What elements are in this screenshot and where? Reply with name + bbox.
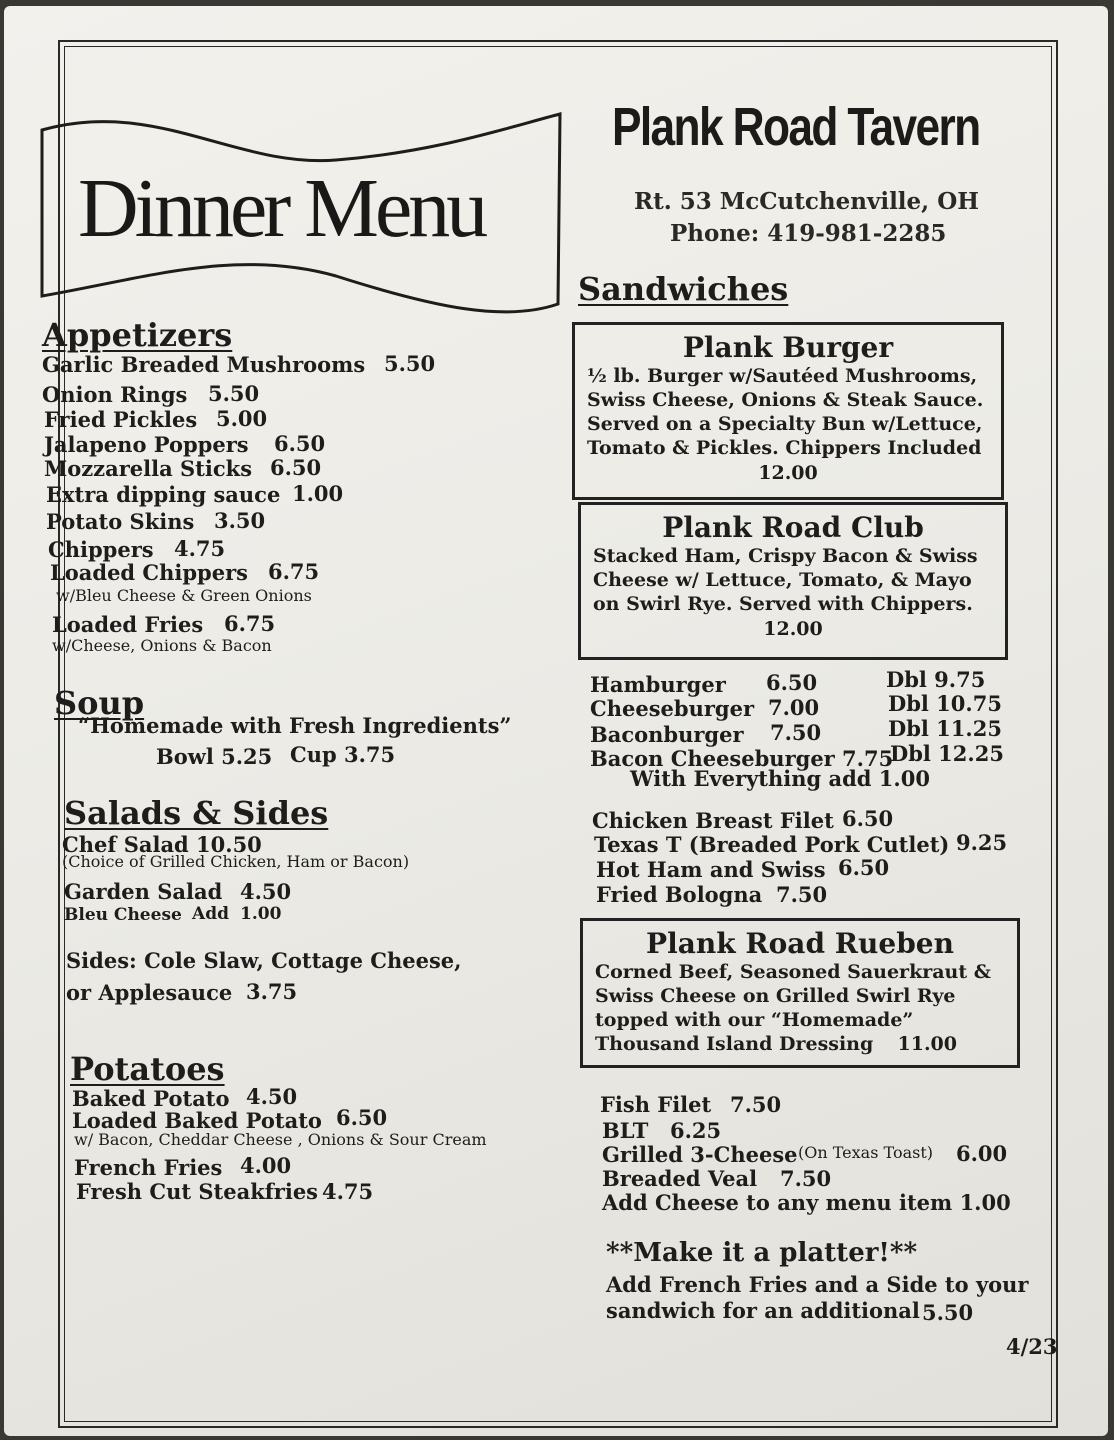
- loaded-baked-potato-note: w/ Bacon, Cheddar Cheese , Onions & Sour Cream: [74, 1130, 487, 1149]
- platter-title: **Make it a platter!**: [606, 1238, 918, 1268]
- rueben-line: topped with our “Homemade”: [595, 1009, 914, 1031]
- appetizer-name: Extra dipping sauce: [46, 482, 281, 507]
- bleu-cheese-add: Add: [192, 904, 229, 924]
- appetizer-name: Garlic Breaded Mushrooms: [42, 352, 366, 377]
- garden-salad: Garden Salad: [64, 879, 223, 904]
- rueben-price: 11.00: [897, 1033, 957, 1055]
- blt-price: 6.25: [670, 1118, 722, 1143]
- soup-heading: Soup: [54, 684, 145, 722]
- grilled-3-cheese: Grilled 3-Cheese: [602, 1142, 798, 1167]
- plank-club-box: [578, 502, 1008, 660]
- salads-heading: Salads & Sides: [64, 794, 329, 832]
- loaded-baked-potato: Loaded Baked Potato: [72, 1108, 322, 1133]
- appetizer-price: 1.00: [292, 481, 344, 506]
- appetizer-note: w/Cheese, Onions & Bacon: [52, 636, 272, 655]
- fish-filet: Fish Filet: [600, 1092, 712, 1117]
- with-everything: With Everything add 1.00: [630, 766, 930, 791]
- bleu-cheese-price: 1.00: [240, 904, 282, 924]
- add-cheese: Add Cheese to any menu item 1.00: [602, 1190, 1011, 1215]
- restaurant-address: Rt. 53 McCutchenville, OH: [634, 188, 979, 215]
- sandwiches-heading: Sandwiches: [578, 270, 789, 308]
- plank-club-price: 12.00: [763, 618, 823, 640]
- burger-price: 6.50: [766, 670, 818, 695]
- soup-cup: Cup 3.75: [290, 742, 396, 767]
- sides-line-2: or Applesauce: [66, 980, 233, 1005]
- plank-burger-title: Plank Burger: [682, 331, 894, 364]
- fried-bologna-price: 7.50: [776, 882, 828, 907]
- hot-ham-swiss: Hot Ham and Swiss: [596, 857, 826, 882]
- burger-dbl: Dbl 9.75: [886, 667, 986, 692]
- burger-price: 7.50: [770, 720, 822, 745]
- date-code: 4/23: [1006, 1334, 1058, 1359]
- burger-dbl: Dbl 10.75: [888, 691, 1002, 716]
- plank-burger-box: [572, 322, 1004, 500]
- rueben-title: Plank Road Rueben: [646, 927, 954, 960]
- appetizer-name: Mozzarella Sticks: [44, 456, 253, 481]
- appetizer-name: Loaded Fries: [52, 612, 204, 637]
- texas-t-price: 9.25: [956, 830, 1008, 855]
- appetizer-price: 6.75: [224, 611, 276, 636]
- plank-burger-line: Swiss Cheese, Onions & Steak Sauce.: [587, 389, 984, 411]
- fresh-cut-steakfries: Fresh Cut Steakfries: [76, 1179, 319, 1204]
- plank-club-line: Stacked Ham, Crispy Bacon & Swiss: [593, 545, 978, 567]
- plank-burger-line: Served on a Specialty Bun w/Lettuce,: [587, 413, 983, 435]
- chef-salad-note: (Choice of Grilled Chicken, Ham or Bacon): [62, 852, 410, 871]
- sides-price: 3.75: [246, 979, 298, 1004]
- appetizers-heading: Appetizers: [42, 316, 233, 354]
- plank-club-line: on Swirl Rye. Served with Chippers.: [593, 593, 973, 615]
- french-fries-price: 4.00: [240, 1153, 292, 1178]
- baked-potato: Baked Potato: [72, 1086, 230, 1111]
- garden-salad-price: 4.50: [240, 879, 292, 904]
- appetizer-name: Potato Skins: [46, 509, 195, 534]
- blt: BLT: [602, 1118, 649, 1143]
- burger-price: 7.00: [768, 695, 820, 720]
- appetizer-price: 3.50: [214, 508, 266, 533]
- plank-burger-line: Tomato & Pickles. Chippers Included: [587, 437, 982, 459]
- burger-dbl: Dbl 12.25: [890, 741, 1004, 766]
- rueben-box: [580, 918, 1020, 1068]
- breaded-veal-price: 7.50: [780, 1166, 832, 1191]
- appetizer-name: Chippers: [48, 537, 154, 562]
- french-fries: French Fries: [74, 1155, 223, 1180]
- burger-dbl: Dbl 11.25: [888, 716, 1002, 741]
- burger-name: Baconburger: [590, 722, 744, 747]
- hot-ham-swiss-price: 6.50: [838, 855, 890, 880]
- rueben-line: Thousand Island Dressing: [595, 1033, 874, 1055]
- chef-salad: Chef Salad 10.50: [62, 832, 262, 857]
- appetizer-price: 6.50: [274, 431, 326, 456]
- burger-name: Bacon Cheeseburger 7.75: [590, 746, 894, 771]
- appetizer-name: Loaded Chippers: [50, 560, 248, 585]
- chicken-breast-filet-price: 6.50: [842, 806, 894, 831]
- platter-price: 5.50: [922, 1300, 974, 1325]
- bleu-cheese: Bleu Cheese: [64, 905, 182, 925]
- appetizer-price: 6.75: [268, 559, 320, 584]
- texas-t: Texas T (Breaded Pork Cutlet): [594, 832, 950, 857]
- plank-club-line: Cheese w/ Lettuce, Tomato, & Mayo: [593, 569, 972, 591]
- dinner-menu-title: Dinner Menu: [78, 162, 485, 255]
- fresh-cut-steakfries-price: 4.75: [322, 1179, 374, 1204]
- plank-burger-price: 12.00: [758, 462, 818, 484]
- appetizer-name: Onion Rings: [42, 382, 188, 407]
- appetizer-price: 5.00: [216, 406, 268, 431]
- grilled-3-cheese-price: 6.00: [956, 1141, 1008, 1166]
- chicken-breast-filet: Chicken Breast Filet: [592, 808, 834, 833]
- burger-name: Hamburger: [590, 672, 726, 697]
- soup-bowl: Bowl 5.25: [156, 744, 273, 769]
- platter-line-1: Add French Fries and a Side to your: [606, 1272, 1029, 1297]
- plank-club-title: Plank Road Club: [662, 511, 924, 544]
- breaded-veal: Breaded Veal: [602, 1166, 758, 1191]
- grilled-3-cheese-note: (On Texas Toast): [798, 1143, 933, 1162]
- appetizer-note: w/Bleu Cheese & Green Onions: [56, 586, 312, 605]
- fried-bologna: Fried Bologna: [596, 882, 763, 907]
- loaded-baked-potato-price: 6.50: [336, 1105, 388, 1130]
- appetizer-name: Jalapeno Poppers: [44, 432, 249, 457]
- appetizer-price: 4.75: [174, 536, 226, 561]
- burger-name: Cheeseburger: [590, 696, 755, 721]
- potatoes-heading: Potatoes: [70, 1050, 225, 1088]
- platter-line-2: sandwich for an additional: [606, 1298, 920, 1323]
- appetizer-price: 5.50: [384, 351, 436, 376]
- appetizer-price: 5.50: [208, 381, 260, 406]
- appetizer-name: Fried Pickles: [44, 407, 198, 432]
- restaurant-name: Plank Road Tavern: [612, 97, 980, 157]
- rueben-last-row: [583, 1032, 1017, 1056]
- baked-potato-price: 4.50: [246, 1084, 298, 1109]
- sides-line-1: Sides: Cole Slaw, Cottage Cheese,: [66, 948, 462, 973]
- fish-filet-price: 7.50: [730, 1092, 782, 1117]
- soup-tagline: “Homemade with Fresh Ingredients”: [78, 713, 512, 738]
- plank-burger-line: ½ lb. Burger w/Sautéed Mushrooms,: [587, 365, 978, 387]
- rueben-line: Corned Beef, Seasoned Sauerkraut &: [595, 961, 991, 983]
- rueben-line: Swiss Cheese on Grilled Swirl Rye: [595, 985, 956, 1007]
- restaurant-phone: Phone: 419-981-2285: [670, 220, 947, 247]
- appetizer-price: 6.50: [270, 455, 322, 480]
